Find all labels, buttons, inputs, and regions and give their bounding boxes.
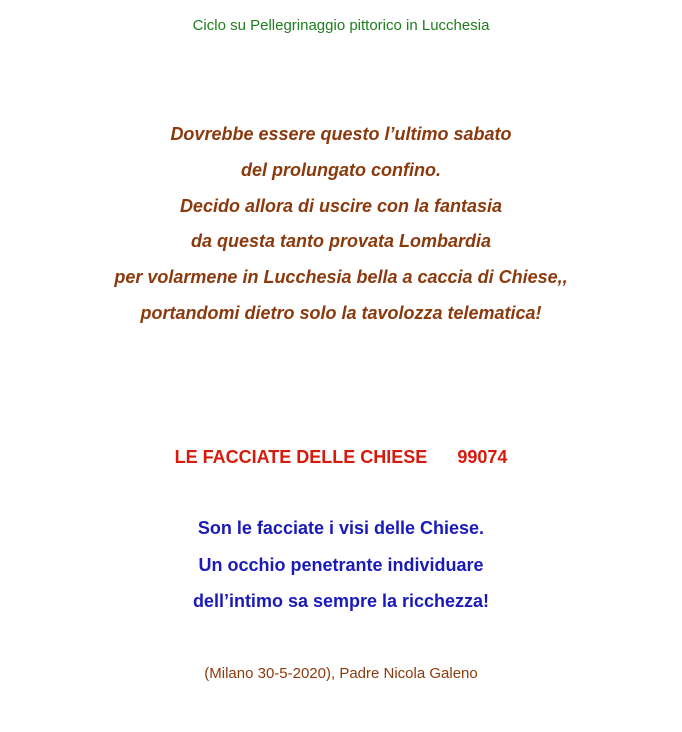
intro-line: per volarmene in Lucchesia bella a caccia di Chiese,, [114, 267, 568, 287]
poem-verse: dell’intimo sa sempre la ricchezza! [192, 591, 490, 611]
poem-title [0, 448, 682, 466]
intro-line: Dovrebbe essere questo l’ultimo sabato [170, 124, 512, 144]
poem-verse: Un occhio penetrante individuare [198, 555, 484, 575]
intro-line: portandomi dietro solo la tavolozza telematica! [140, 303, 542, 323]
intro-line: da questa tanto provata Lombardia [190, 231, 492, 251]
intro-line: del prolungato confino. [241, 160, 441, 180]
cycle-header: Ciclo su Pellegrinaggio pittorico in Lucchesia [192, 17, 490, 34]
intro-line: Decido allora di uscire con la fantasia [179, 196, 503, 216]
poem-title-text: LE FACCIATE DELLE CHIESE [174, 447, 428, 467]
signature: (Milano 30-5-2020), Padre Nicola Galeno [204, 665, 478, 682]
poem-number: 99074 [457, 447, 508, 467]
poem-verse: Son le facciate i visi delle Chiese. [197, 518, 485, 538]
